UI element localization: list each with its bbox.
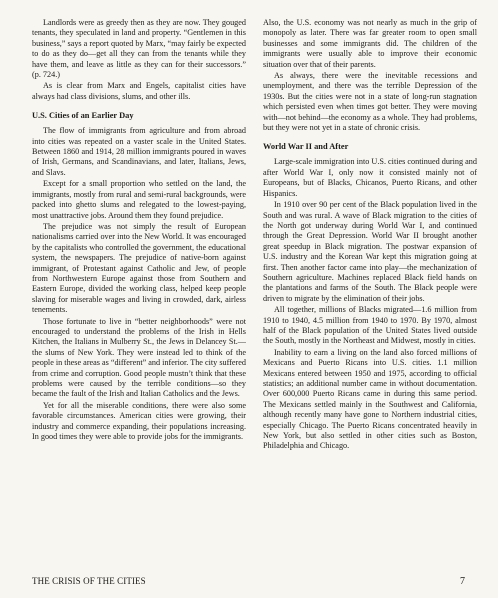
right-column [263,18,477,452]
paragraph: Inability to earn a living on the land also forced millions of Mexicans and Puerto Ricans into U.S. cities. 1.1 million Mexicans entered between 1950 and 1975, according to official statistics; an additional number came in without documentation. Over 600,000 Puerto Ricans came in during this same period. The Mexicans settled mainly in the Southwest and California, although recently many have gone to Northern industrial cities, especially Chicago. The Puerto Ricans concentrated heavily in New York, but also settled in other cities such as Boston, Philadelphia and Chicago. [263,347,477,451]
paragraph: Those fortunate to live in “better neighborhoods” were not encouraged to understand the problems of the Irish in Hells Kitchen, the Italians in Mulberry St., the Jews in Delancey St.—the slums of New York. They were instead led to think of the people in these areas as “different” and inferior. The city suffered from crime and corruption. Good people mustn’t think that these problems were caused by the terrible conditions—so they became the fault of the Irish and Italian Catholics and the Jews. [32,316,246,399]
section-heading: World War II and After [263,142,349,152]
paragraph: Yet for all the miserable conditions, there were also some favorable circumstances. American cities were growing, their industry and commerce expanding, their populations increasing. In good times they were able to provide jobs for the immigrants. [32,400,246,442]
page-footer [32,576,465,587]
paragraph: Landlords were as greedy then as they are now. They gouged tenants, they speculated in land and property. “Gentlemen in this business,” says a report quoted by Marx, “may fairly be expected to do as they do—get all they can from the tenants while they have them, and leave as little as they can for their successors.” (p. 724.) [32,18,246,80]
page-number: 7 [460,576,465,587]
paragraph: Also, the U.S. economy was not nearly as much in the grip of monopoly as later. There was far greater room to open small businesses and some immigrants did. The children of the immigrants were usually able to improve their economic situation over that of their parents. [263,18,477,69]
paragraph: As always, there were the inevitable recessions and unemployment, and there was the terrible Depression of the 1930s. But the cities were not in a state of long-run stagnation which persisted even when times got better. They were moving with—not behind—the economy as a whole. They had problems, but they were not yet in a state of chronic crisis. [263,71,477,133]
paragraph: Except for a small proportion who settled on the land, the immigrants, mostly from rural and semi-rural backgrounds, were packed into ghetto slums and relegated to the lowest-paying, most unattractive jobs. Around them they found prejudice. [32,179,246,220]
paragraph: As is clear from Marx and Engels, capitalist cities have always had class divisions, slums, and other ills. [32,81,246,101]
paragraph: All together, millions of Blacks migrated—1.6 million from 1910 to 1940, 4.5 million from 1940 to 1970. By 1970, almost half of the Black population of the United States lived outside the South, mostly in the Northeast and Midwest, mostly in cities. [263,305,477,346]
paragraph: The flow of immigrants from agriculture and from abroad into cities was repeated on a vaster scale in the United States. Between 1860 and 1914, 28 million immigrants poured in waves of Irish, Germans, and Scandinavians, and later, Italians, Jews, and Slavs. [32,126,246,177]
running-title: THE CRISIS OF THE CITIES [32,576,146,586]
left-column [32,18,246,452]
section-heading: U.S. Cities of an Earlier Day [32,111,134,121]
paragraph: In 1910 over 90 per cent of the Black population lived in the South and was rural. A wave of Black migration to the cities of the North got underway during World War I, and continued through the Great Depression. World War II brought another great speedup in Black migration. The postwar expansion of U.S. industry and the Korean War kept this migration going at first. Then another factor came into play—the mechanization of Southern agriculture. Machines replaced Black field hands on the plantations and farms of the South. The Black people were driven to migrate by the elimination of their jobs. [263,200,477,303]
paragraph: The prejudice was not simply the result of European nationalisms carried over into the New World. It was encouraged by the capitalists who controlled the government, the educational system, the newspapers. The prejudice of native-born against immigrant, of Protestant against Catholic and Jew, of people from Northwestern Europe against those from Southern and Eastern Europe, divided the working class, helped keep people slaving for miserable wages and living in crowded, dark, airless tenements. [32,221,246,315]
paragraph: Large-scale immigration into U.S. cities continued during and after World War I, only now it consisted mainly not of Europeans, but of Blacks, Chicanos, Puerto Ricans, and other Hispanics. [263,157,477,198]
text-columns [32,18,477,452]
